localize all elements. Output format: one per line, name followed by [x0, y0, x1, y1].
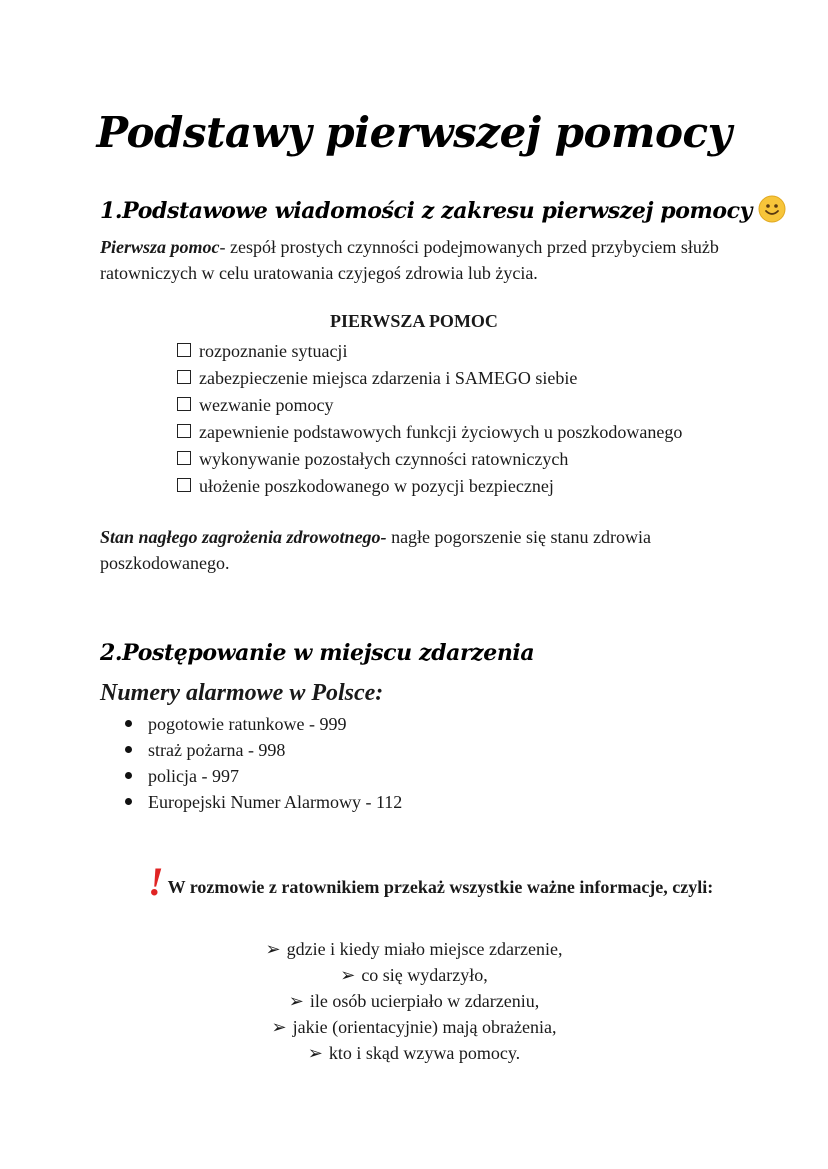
- info-item-label: gdzie i kiedy miało miejsce zdarzenie,: [286, 939, 563, 959]
- alarm-number-label: pogotowie ratunkowe - 999: [148, 714, 347, 734]
- list-item: [0, 936, 828, 962]
- checklist-item-label: rozpoznanie sytuacji: [199, 341, 348, 361]
- checklist-item: [177, 392, 682, 419]
- definition-text: - zespół prostych czynności podejmowanych przed przybyciem służb ratowniczych w celu uratowania czyjegoś zdrowia lub życia.: [100, 237, 719, 283]
- list-item: [125, 789, 402, 815]
- list-item: [0, 988, 828, 1014]
- bullet-icon: [125, 798, 132, 805]
- info-item-label: ile osób ucierpiało w zdarzeniu,: [309, 991, 540, 1011]
- page-title: Podstawy pierwszej pomocy: [96, 108, 732, 157]
- section-2-heading: 2.Postępowanie w miejscu zdarzenia: [100, 640, 535, 666]
- checklist-item-label: wykonywanie pozostałych czynności ratowniczych: [199, 449, 569, 469]
- arrow-icon: ➢: [288, 991, 304, 1011]
- list-item: [0, 1014, 828, 1040]
- alarm-number-label: policja - 997: [148, 766, 239, 786]
- checkbox-icon: [177, 343, 191, 357]
- bullet-icon: [125, 772, 132, 779]
- emergency-definition: [100, 524, 740, 576]
- list-item: [125, 711, 402, 737]
- alarm-number-label: straż pożarna - 998: [148, 740, 286, 760]
- alarm-numbers-heading: Numery alarmowe w Polsce:: [100, 680, 384, 706]
- checkbox-icon: [177, 478, 191, 492]
- checklist-item: [177, 446, 682, 473]
- warning-text: W rozmowie z ratownikiem przekaż wszystkie ważne informacje, czyli:: [167, 877, 714, 897]
- emergency-term: Stan nagłego zagrożenia zdrowotnego-: [100, 527, 387, 547]
- checklist-item: [177, 419, 682, 446]
- first-aid-checklist: [177, 338, 682, 500]
- first-aid-definition: [100, 234, 740, 286]
- checklist-title: PIERWSZA POMOC: [330, 311, 498, 331]
- bullet-icon: [125, 746, 132, 753]
- bullet-icon: [125, 720, 132, 727]
- info-item-label: co się wydarzyło,: [361, 965, 488, 985]
- checklist-item: [177, 338, 682, 365]
- section-1-heading-text: 1.Podstawowe wiadomości z zakresu pierwszej pomocy: [100, 198, 753, 224]
- alarm-number-label: Europejski Numer Alarmowy - 112: [148, 792, 403, 812]
- checklist-item-label: zapewnienie podstawowych funkcji życiowych u poszkodowanego: [199, 422, 683, 442]
- info-item-label: kto i skąd wzywa pomocy.: [328, 1043, 521, 1063]
- checklist-item-label: ułożenie poszkodowanego w pozycji bezpiecznej: [199, 476, 554, 496]
- list-item: [125, 737, 402, 763]
- arrow-icon: ➢: [271, 1017, 287, 1037]
- info-item-label: jakie (orientacyjnie) mają obrażenia,: [292, 1017, 557, 1037]
- list-item: [125, 763, 402, 789]
- checkbox-icon: [177, 451, 191, 465]
- info-list: [0, 936, 828, 1066]
- checklist-item: [177, 365, 682, 392]
- alarm-numbers-list: [125, 711, 402, 815]
- definition-term: Pierwsza pomoc: [100, 237, 220, 257]
- list-item: [0, 1040, 828, 1066]
- arrow-icon: ➢: [340, 965, 356, 985]
- checklist-item-label: zabezpieczenie miejsca zdarzenia i SAMEGO siebie: [199, 368, 578, 388]
- arrow-icon: ➢: [307, 1043, 323, 1063]
- checklist-item-label: wezwanie pomocy: [199, 395, 334, 415]
- smiley-face-icon: [758, 195, 786, 223]
- checkbox-icon: [177, 397, 191, 411]
- emergency-text: nagłe pogorszenie się stanu zdrowia poszkodowanego.: [100, 527, 651, 573]
- exclamation-icon: !: [148, 859, 164, 904]
- checklist-item: [177, 473, 682, 500]
- section-1-heading: [100, 195, 786, 224]
- warning-note: [148, 859, 748, 904]
- checkbox-icon: [177, 424, 191, 438]
- checkbox-icon: [177, 370, 191, 384]
- arrow-icon: ➢: [265, 939, 281, 959]
- list-item: [0, 962, 828, 988]
